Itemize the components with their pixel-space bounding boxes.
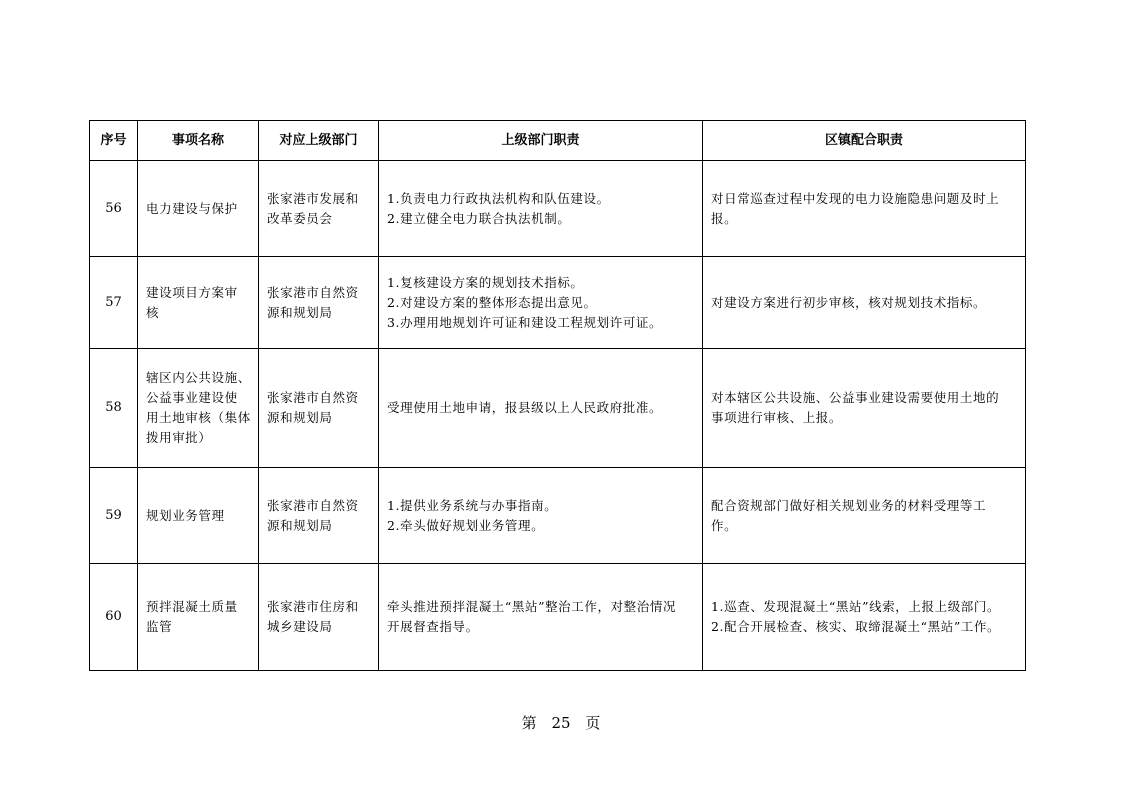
item-name-line: 用土地审核（集体: [146, 410, 251, 425]
item-name-line: 预拌混凝土质量: [146, 599, 238, 614]
item-name-line: 监管: [146, 619, 173, 634]
dept-line: 源和规划局: [267, 517, 333, 533]
upper-duty-cell: [379, 257, 703, 349]
local-duty-line: 对建设方案进行初步审核，核对规划技术指标。: [711, 294, 987, 310]
table-body: [90, 161, 1026, 671]
table-header: [90, 121, 1026, 161]
local-duty-cell: [703, 468, 1026, 564]
page-number: [0, 712, 1122, 733]
local-duty-line: 事项进行审核、上报。: [711, 410, 843, 425]
dept-line: 张家港市自然资: [267, 497, 359, 513]
local-duty-cell: [703, 161, 1026, 257]
header-upper-dept: 对应上级部门: [259, 121, 379, 161]
row-number: 56: [90, 161, 138, 257]
upper-duty-line: 牵头推进预拌混凝土“黑站”整治工作，对整治情况: [387, 599, 677, 614]
table-row: [90, 564, 1026, 671]
page-number-prefix: 第: [521, 714, 537, 732]
item-name-line: 电力建设与保护: [146, 200, 238, 216]
local-duty-line: 2.配合开展检查、核实、取缔混凝土“黑站”工作。: [711, 619, 1001, 634]
item-name-line: 辖区内公共设施、: [146, 370, 251, 385]
item-name-line: 规划业务管理: [146, 507, 225, 523]
local-duty-line: 配合资规部门做好相关规划业务的材料受理等工: [711, 497, 987, 513]
upper-duty-cell: [379, 564, 703, 671]
local-duty-cell: [703, 349, 1026, 468]
header-local-duty: 区镇配合职责: [703, 121, 1026, 161]
dept-line: 城乡建设局: [267, 619, 333, 634]
local-duty-line: 1.巡查、发现混凝土“黑站”线索，上报上级部门。: [711, 599, 1001, 614]
upper-duty-line: 2.牵头做好规划业务管理。: [387, 517, 545, 533]
item-name-line: 拨用审批）: [146, 430, 212, 445]
dept-line: 张家港市自然资: [267, 284, 359, 300]
header-row: [90, 121, 1026, 161]
dept-line: 源和规划局: [267, 410, 333, 425]
upper-dept-cell: [259, 564, 379, 671]
table-row: [90, 257, 1026, 349]
item-name-line: 核: [146, 304, 160, 320]
table-row: [90, 468, 1026, 564]
upper-duty-line: 1.复核建设方案的规划技术指标。: [387, 274, 584, 290]
upper-dept-cell: [259, 161, 379, 257]
duty-table: [89, 120, 1026, 671]
dept-line: 张家港市自然资: [267, 390, 359, 405]
dept-line: 源和规划局: [267, 304, 333, 320]
dept-line: 张家港市发展和: [267, 190, 359, 206]
table-row: [90, 349, 1026, 468]
header-serial: 序号: [90, 121, 138, 161]
local-duty-line: 作。: [711, 517, 738, 533]
local-duty-cell: [703, 257, 1026, 349]
local-duty-line: 报。: [711, 210, 738, 226]
item-name-cell: [138, 564, 259, 671]
row-number: 59: [90, 468, 138, 564]
upper-dept-cell: [259, 468, 379, 564]
upper-dept-cell: [259, 349, 379, 468]
item-name-cell: [138, 161, 259, 257]
upper-duty-cell: [379, 468, 703, 564]
upper-duty-line: 3.办理用地规划许可证和建设工程规划许可证。: [387, 314, 663, 330]
header-item-name: 事项名称: [138, 121, 259, 161]
dept-line: 张家港市住房和: [267, 599, 359, 614]
item-name-line: 公益事业建设使: [146, 390, 238, 405]
item-name-line: 建设项目方案审: [146, 284, 238, 300]
row-number: 58: [90, 349, 138, 468]
page-number-suffix: 页: [585, 714, 601, 732]
upper-duty-line: 1.提供业务系统与办事指南。: [387, 497, 558, 513]
upper-duty-line: 1.负责电力行政执法机构和队伍建设。: [387, 190, 610, 206]
page-number-value: 25: [551, 714, 571, 732]
upper-dept-cell: [259, 257, 379, 349]
local-duty-cell: [703, 564, 1026, 671]
upper-duty-line: 开展督查指导。: [387, 619, 479, 634]
item-name-cell: [138, 349, 259, 468]
table-row: [90, 161, 1026, 257]
upper-duty-line: 受理使用土地申请，报县级以上人民政府批准。: [387, 400, 663, 415]
item-name-cell: [138, 468, 259, 564]
dept-line: 改革委员会: [267, 210, 333, 226]
item-name-cell: [138, 257, 259, 349]
upper-duty-line: 2.建立健全电力联合执法机制。: [387, 210, 571, 226]
local-duty-line: 对本辖区公共设施、公益事业建设需要使用土地的: [711, 390, 1000, 405]
row-number: 60: [90, 564, 138, 671]
upper-duty-cell: [379, 161, 703, 257]
upper-duty-line: 2.对建设方案的整体形态提出意见。: [387, 294, 597, 310]
row-number: 57: [90, 257, 138, 349]
upper-duty-cell: [379, 349, 703, 468]
header-upper-duty: 上级部门职责: [379, 121, 703, 161]
local-duty-line: 对日常巡查过程中发现的电力设施隐患问题及时上: [711, 190, 1000, 206]
